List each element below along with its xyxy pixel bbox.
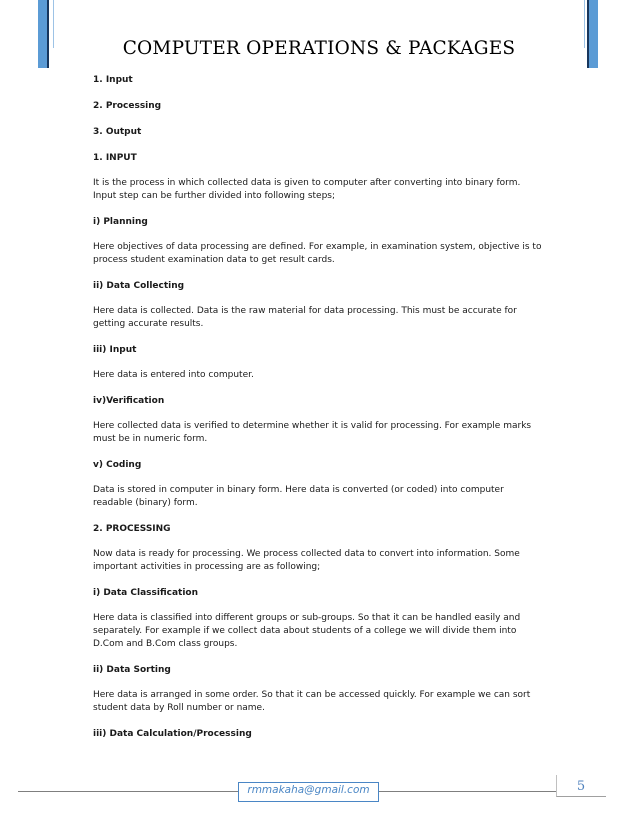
paragraph xyxy=(93,484,553,510)
paragraph-line: Here data is classified into different groups or sub-groups. So that it can be handled easily and xyxy=(93,613,521,623)
section-heading: 1. INPUT xyxy=(93,153,137,163)
section-heading: 1. Input xyxy=(93,75,133,85)
section-heading: iii) Data Calculation/Processing xyxy=(93,729,252,739)
section-heading: iii) Input xyxy=(93,345,137,355)
paragraph-line: D.Com and B.Com class groups. xyxy=(93,639,238,649)
section-heading: ii) Data Collecting xyxy=(93,281,185,291)
paragraph xyxy=(93,369,553,382)
paragraph-line: Data is stored in computer in binary form. Here data is converted (or coded) into computer xyxy=(93,485,504,495)
paragraph-line: getting accurate results. xyxy=(93,319,204,329)
paragraph-line: must be in numeric form. xyxy=(93,434,208,444)
footer-rule-right xyxy=(379,791,556,792)
paragraph-line: important activities in processing are as following; xyxy=(93,562,321,572)
paragraph xyxy=(93,420,553,446)
paragraph-line: Here data is collected. Data is the raw material for data processing. This must be accurate for xyxy=(93,306,517,316)
paragraph-line: Now data is ready for processing. We process collected data to convert into information. Some xyxy=(93,549,520,559)
paragraph-line: Here collected data is verified to determine whether it is valid for processing. For example marks xyxy=(93,421,532,431)
page-header-title: COMPUTER OPERATIONS & PACKAGES xyxy=(122,38,516,59)
paragraph-line: Here objectives of data processing are defined. For example, in examination system, objective is to xyxy=(93,242,542,252)
section-heading: v) Coding xyxy=(93,460,142,470)
section-heading: 3. Output xyxy=(93,127,142,137)
paragraph xyxy=(93,548,553,574)
footer-email: rmmakaha@gmail.com xyxy=(247,784,370,796)
paragraph-line: Input step can be further divided into following steps; xyxy=(93,191,336,201)
section-heading: iv)Verification xyxy=(93,396,165,406)
paragraph-line: readable (binary) form. xyxy=(93,498,198,508)
section-heading: 2. Processing xyxy=(93,101,162,111)
section-heading: i) Planning xyxy=(93,217,148,227)
paragraph-line: Here data is entered into computer. xyxy=(93,370,254,380)
footer-rule-left xyxy=(18,791,238,792)
paragraph-line: Here data is arranged in some order. So that it can be accessed quickly. For example we can sort xyxy=(93,690,531,700)
paragraph-line: It is the process in which collected data is given to computer after converting into binary form. xyxy=(93,178,521,188)
paragraph xyxy=(93,305,553,331)
paragraph xyxy=(93,177,553,203)
paragraph-line: student data by Roll number or name. xyxy=(93,703,265,713)
document-body xyxy=(93,74,553,741)
section-heading: 2. PROCESSING xyxy=(93,524,171,534)
paragraph xyxy=(93,612,553,651)
section-heading: ii) Data Sorting xyxy=(93,665,171,675)
paragraph xyxy=(93,689,553,715)
paragraph-line: separately. For example if we collect data about students of a college we will divide them into xyxy=(93,626,517,636)
paragraph-line: process student examination data to get result cards. xyxy=(93,255,335,265)
page-number: 5 xyxy=(576,779,586,794)
section-heading: i) Data Classification xyxy=(93,588,199,598)
paragraph xyxy=(93,241,553,267)
